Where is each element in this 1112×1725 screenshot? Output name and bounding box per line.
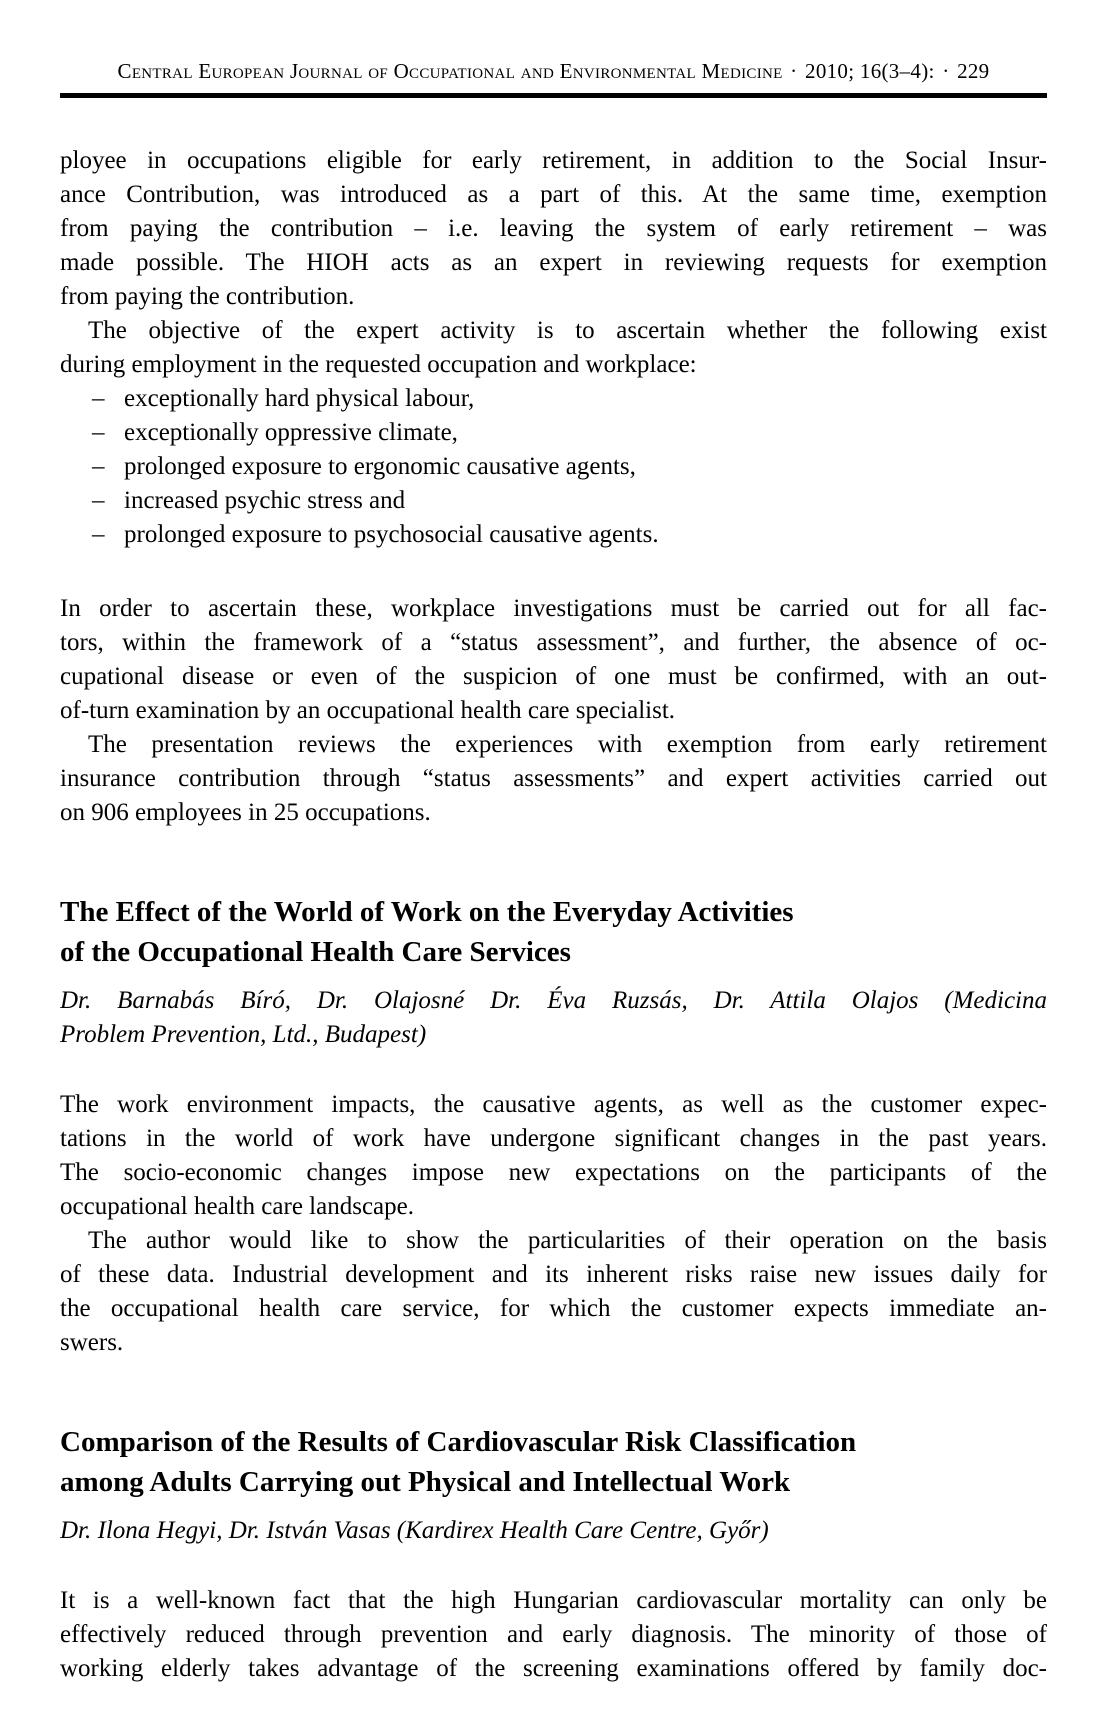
heading-line: Comparison of the Results of Cardiovascular Risk Classification [60, 1426, 857, 1458]
paragraph-line: insurance contribution through “status assessments” and expert activities carried out [60, 765, 1047, 792]
list-item [60, 484, 1047, 518]
paragraph-line: of these data. Industrial development and its inherent risks raise new issues daily for [60, 1261, 1047, 1288]
paragraph-line: ployee in occupations eligible for early retirement, in addition to the Social Insur- [60, 147, 1047, 174]
heading-line: of the Occupational Health Care Services [60, 936, 571, 968]
dash-marker: – [92, 453, 105, 480]
dash-marker: – [92, 521, 105, 548]
dash-marker: – [92, 419, 105, 446]
paragraph [60, 1224, 1047, 1360]
list-item [60, 450, 1047, 484]
list-item [60, 382, 1047, 416]
paragraph [60, 144, 1047, 314]
dash-marker: – [92, 385, 105, 412]
header-rule [60, 93, 1047, 98]
issue-info: 2010; 16(3–4): [805, 59, 935, 83]
paragraph-line: working elderly takes advantage of the screening examinations offered by family doc- [60, 1655, 1047, 1682]
paragraph-line: on 906 employees in 25 occupations. [60, 799, 431, 826]
list-item [60, 518, 1047, 552]
heading-line: among Adults Carrying out Physical and Intellectual Work [60, 1466, 791, 1498]
authors-line: Dr. Ilona Hegyi, Dr. István Vasas (Kardirex Health Care Centre, Győr) [60, 1517, 769, 1544]
journal-title: Central European Journal of Occupational and Environmental Medicine [117, 59, 783, 83]
section-heading [60, 1422, 1047, 1502]
paragraph-line: the occupational health care service, for which the customer expects immediate an- [60, 1295, 1047, 1322]
list-item-text: exceptionally hard physical labour, [124, 385, 475, 412]
paragraph-line: from paying the contribution – i.e. leaving the system of early retirement – was [60, 215, 1047, 242]
paragraph-line: The socio-economic changes impose new expectations on the participants of the [60, 1159, 1047, 1186]
paragraph [60, 314, 1047, 382]
list-item-text: prolonged exposure to psychosocial causative agents. [124, 521, 659, 548]
journal-header [60, 56, 1047, 86]
list-item [60, 416, 1047, 450]
paragraph-line: of-turn examination by an occupational health care specialist. [60, 697, 676, 724]
page-content [60, 144, 1047, 1686]
authors-line: Problem Prevention, Ltd., Budapest) [60, 1021, 427, 1048]
authors-line: Dr. Barnabás Bíró, Dr. Olajosné Dr. Éva Ruzsás, Dr. Attila Olajos (Medicina [60, 987, 1047, 1014]
paragraph [60, 592, 1047, 728]
paragraph-line: tations in the world of work have undergone significant changes in the past years. [60, 1125, 1047, 1152]
paragraph-line: In order to ascertain these, workplace investigations must be carried out for all fac- [60, 595, 1047, 622]
paragraph-line: effectively reduced through prevention and early diagnosis. The minority of those of [60, 1621, 1047, 1648]
authors [60, 1514, 1047, 1548]
authors [60, 984, 1047, 1052]
section-heading [60, 892, 1047, 972]
list-item-text: prolonged exposure to ergonomic causative agents, [124, 453, 636, 480]
separator-dot: · [790, 59, 798, 83]
list-item-text: increased psychic stress and [124, 487, 406, 514]
list-item-text: exceptionally oppressive climate, [124, 419, 458, 446]
bullet-list [60, 382, 1047, 552]
paragraph-line: cupational disease or even of the suspicion of one must be confirmed, with an out- [60, 663, 1047, 690]
heading-line: The Effect of the World of Work on the Everyday Activities [60, 896, 794, 928]
paragraph-line: The work environment impacts, the causative agents, as well as the customer expec- [60, 1091, 1047, 1118]
paragraph-line: swers. [60, 1329, 124, 1356]
paragraph-line: from paying the contribution. [60, 283, 355, 310]
paragraph [60, 728, 1047, 830]
paragraph-line: occupational health care landscape. [60, 1193, 414, 1220]
paragraph-line: made possible. The HIOH acts as an expert in reviewing requests for exemption [60, 249, 1047, 276]
page-number: 229 [957, 59, 990, 83]
paragraph-line: tors, within the framework of a “status assessment”, and further, the absence of oc- [60, 629, 1047, 656]
paragraph [60, 1584, 1047, 1686]
paragraph-line: ance Contribution, was introduced as a part of this. At the same time, exemption [60, 181, 1047, 208]
paragraph-line: It is a well-known fact that the high Hungarian cardiovascular mortality can only be [60, 1587, 1047, 1614]
paragraph-line: The objective of the expert activity is to ascertain whether the following exist [88, 317, 1047, 344]
paragraph-line: The presentation reviews the experiences with exemption from early retirement [88, 731, 1047, 758]
paragraph-line: The author would like to show the particularities of their operation on the basis [88, 1227, 1047, 1254]
separator-dot: · [942, 59, 950, 83]
paragraph-line: during employment in the requested occupation and workplace: [60, 351, 697, 378]
dash-marker: – [92, 487, 105, 514]
paragraph [60, 1088, 1047, 1224]
